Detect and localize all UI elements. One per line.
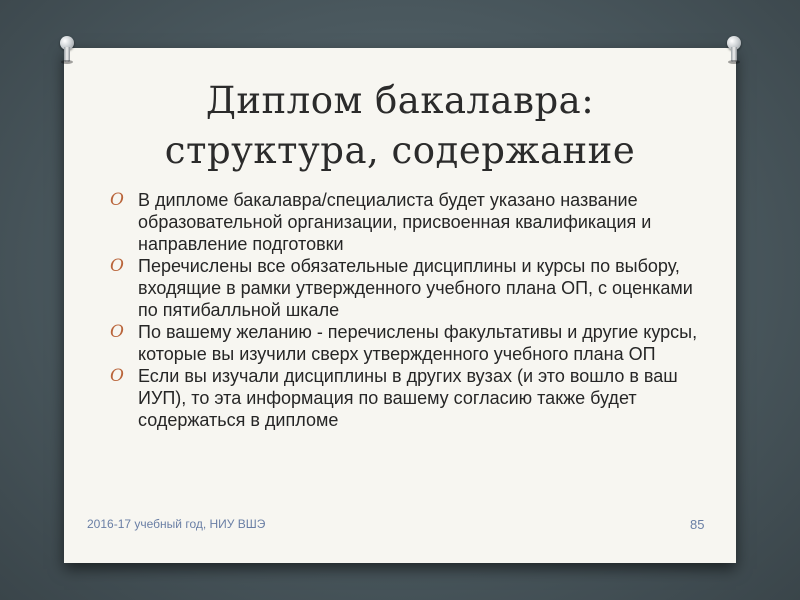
bullet-list [104, 189, 704, 431]
slide-title [64, 76, 736, 176]
bullet-text: По вашему желанию - перечислены факультативы и другие курсы, которые вы изучили сверх утвержденного учебного плана ОП [138, 322, 698, 364]
footer-text: 2016-17 учебный год, НИУ ВШЭ [87, 517, 266, 531]
pushpin-icon [59, 36, 75, 66]
slide-title-line-2: структура, содержание [164, 129, 636, 172]
bullet-item [104, 321, 704, 365]
bullet-text: Если вы изучали дисциплины в других вузах (и это вошло в ваш ИУП), то эта информация по вашему согласию также будет содержаться в дипломе [138, 366, 678, 430]
bullet-marker-icon: O [110, 366, 124, 386]
bullet-item [104, 365, 704, 431]
bullet-marker-icon: O [110, 256, 124, 276]
pushpin-icon [726, 36, 742, 66]
bullet-item [104, 189, 704, 255]
bullet-text: В дипломе бакалавра/специалиста будет указано название образовательной организации, присвоенная квалификация и направление подготовки [138, 190, 652, 254]
bullet-marker-icon: O [110, 322, 124, 342]
bullet-item [104, 255, 704, 321]
slide-title-line-1: Диплом бакалавра: [205, 79, 595, 122]
page-number: 85 [690, 517, 705, 532]
bullet-marker-icon: O [110, 190, 124, 210]
bullet-text: Перечислены все обязательные дисциплины и курсы по выбору, входящие в рамки утвержденного учебного плана ОП, с оценками по пятибалльной шкале [138, 256, 693, 320]
